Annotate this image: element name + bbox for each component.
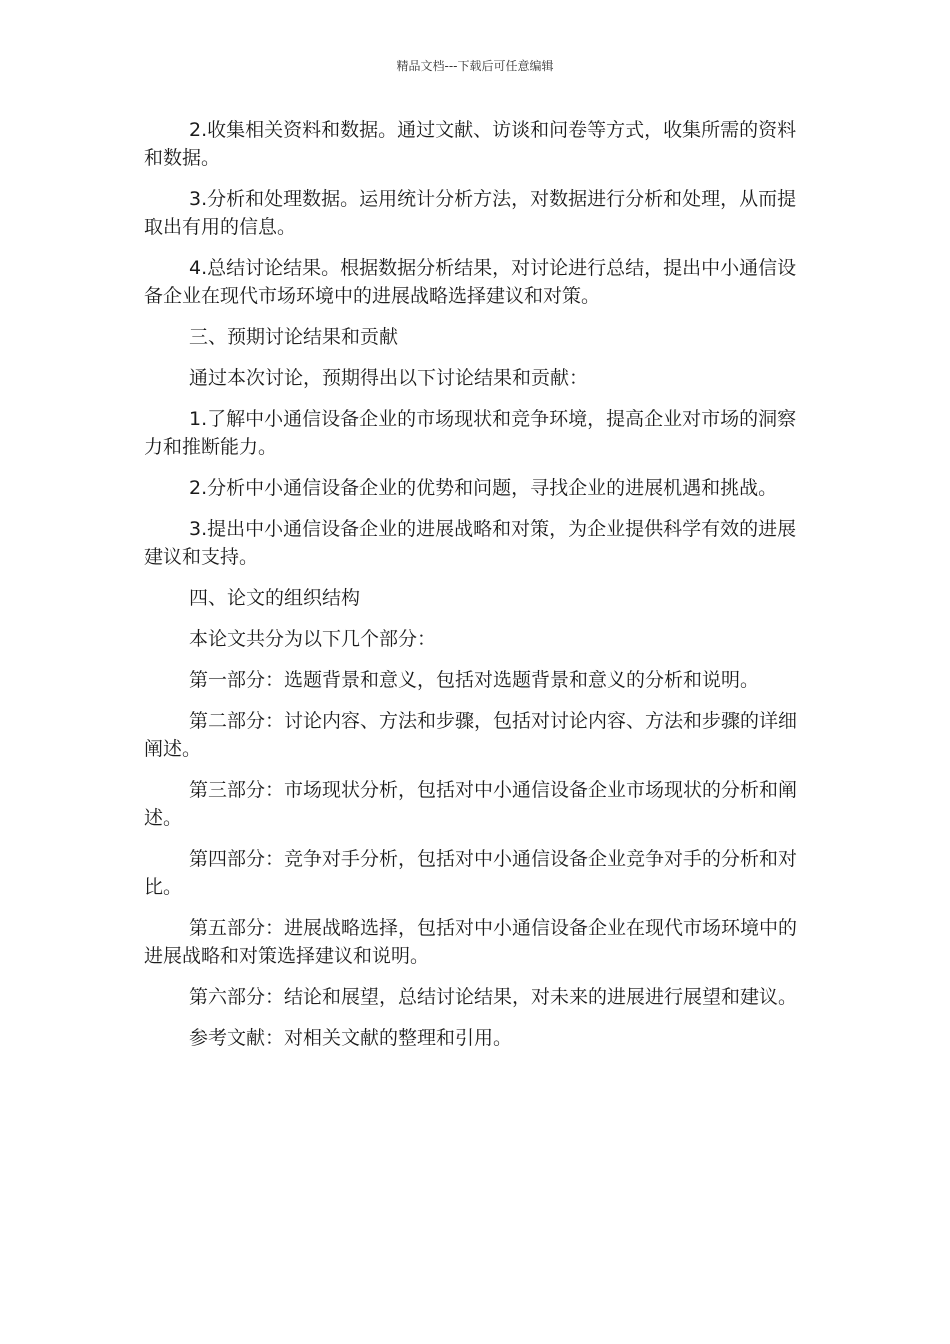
paragraph-expected-2: 2.分析中小通信设备企业的优势和问题，寻找企业的进展机遇和挑战。 [189, 477, 778, 499]
section-heading-4: 四、论文的组织结构 [189, 587, 361, 609]
paragraph-expected-3: 3.提出中小通信设备企业的进展战略和对策，为企业提供科学有效的进展建议和支持。 [144, 518, 797, 568]
document-body [144, 116, 798, 1065]
paragraph-step-4: 4.总结讨论结果。根据数据分析结果，对讨论进行总结，提出中小通信设备企业在现代市场环境中的进展战略选择建议和对策。 [144, 257, 797, 307]
paragraph-step-2: 2.收集相关资料和数据。通过文献、访谈和问卷等方式，收集所需的资料和数据。 [144, 119, 797, 169]
paragraph-expected-intro: 通过本次讨论，预期得出以下讨论结果和贡献： [189, 367, 589, 389]
paragraph-part-6: 第六部分：结论和展望，总结讨论结果，对未来的进展进行展望和建议。 [189, 986, 798, 1008]
paragraph-step-3: 3.分析和处理数据。运用统计分析方法，对数据进行分析和处理，从而提取出有用的信息。 [144, 188, 797, 238]
page-header: 精品文档---下载后可任意编辑 [396, 59, 554, 73]
paragraph-part-4: 第四部分：竞争对手分析，包括对中小通信设备企业竞争对手的分析和对比。 [144, 848, 798, 898]
paragraph-references: 参考文献：对相关文献的整理和引用。 [189, 1027, 513, 1049]
paragraph-part-3: 第三部分：市场现状分析，包括对中小通信设备企业市场现状的分析和阐述。 [144, 779, 798, 829]
paragraph-structure-intro: 本论文共分为以下几个部分： [189, 628, 437, 650]
paragraph-part-5: 第五部分：进展战略选择，包括对中小通信设备企业在现代市场环境中的进展战略和对策选择建议和说明。 [144, 917, 798, 967]
paragraph-part-1: 第一部分：选题背景和意义，包括对选题背景和意义的分析和说明。 [189, 669, 760, 691]
paragraph-part-2: 第二部分：讨论内容、方法和步骤，包括对讨论内容、方法和步骤的详细阐述。 [144, 710, 798, 760]
section-heading-3: 三、预期讨论结果和贡献 [189, 326, 399, 348]
paragraph-expected-1: 1.了解中小通信设备企业的市场现状和竞争环境，提高企业对市场的洞察力和推断能力。 [144, 408, 797, 458]
